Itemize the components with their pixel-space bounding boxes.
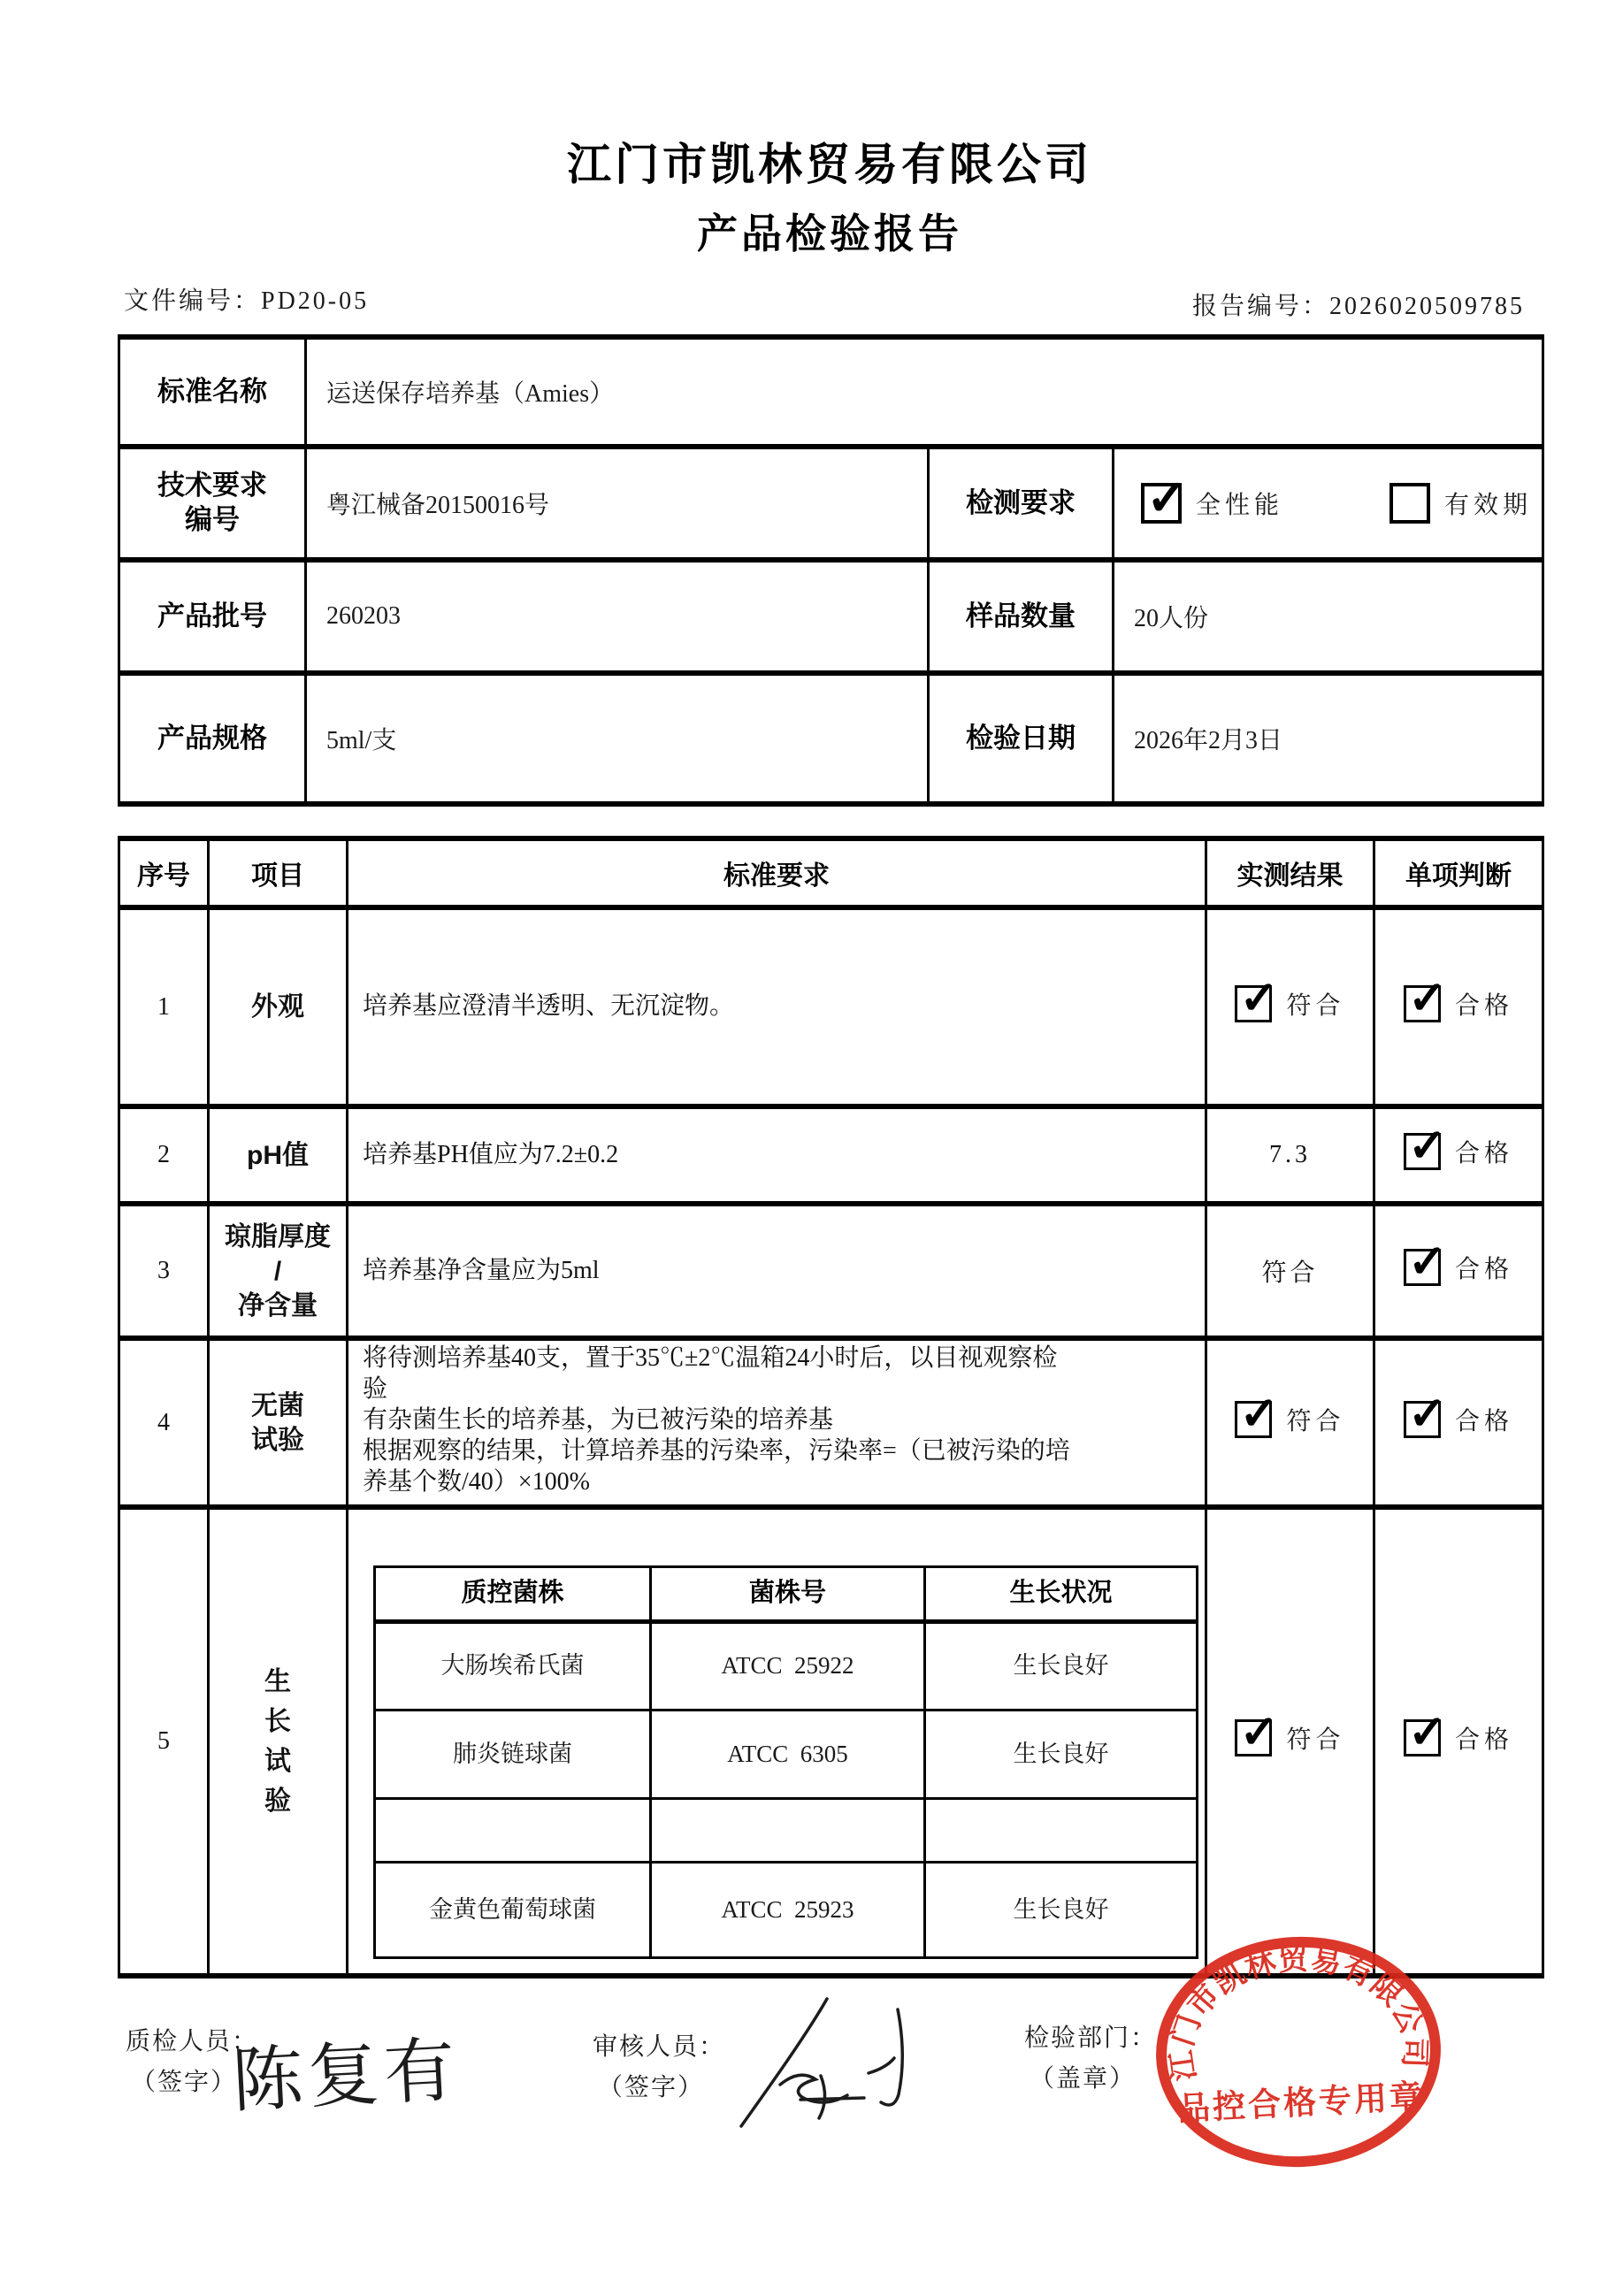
checkbox-label: 全性能 [1196, 492, 1284, 519]
tech-req-label [119, 447, 306, 560]
result-label: 符合 [1286, 1726, 1345, 1754]
item-cell [209, 1507, 348, 1976]
col-header-item: 项目 [209, 838, 348, 907]
seq-cell: 5 [119, 1507, 209, 1976]
check-icon: ✓ [1239, 972, 1282, 1024]
sample-qty-value: 20人份 [1114, 560, 1543, 673]
growth-row-saureus [375, 1863, 1198, 1958]
report-number-value: 2026020509785 [1329, 293, 1526, 320]
strain-no-cell: ATCC 6305 [651, 1711, 925, 1799]
checkbox-validity-period [1390, 483, 1532, 524]
stamp-arc-text: 江门市凯林贸易有限公司 [1164, 1941, 1432, 2083]
item-line: 试验 [251, 1425, 304, 1455]
check-icon: ✓ [1407, 972, 1451, 1024]
product-info-table [118, 334, 1544, 807]
result-label: 符合 [1286, 1407, 1345, 1435]
reviewer-label-line1: 审核人员： [593, 2033, 726, 2061]
judgment-label: 合格 [1454, 1726, 1513, 1754]
table-row [119, 560, 1543, 673]
company-stamp [1144, 1926, 1462, 2192]
item-cell [209, 1204, 348, 1338]
file-number-label: 文件编号： [124, 287, 262, 315]
item-cell [209, 1338, 348, 1507]
item-line: 琼脂厚度 [225, 1221, 331, 1251]
judgment-label: 合格 [1454, 1256, 1513, 1283]
judgment-cell [1374, 1507, 1543, 1976]
strain-no-cell: ATCC 25922 [651, 1622, 925, 1711]
seq-cell: 4 [119, 1338, 209, 1507]
batch-value: 260203 [306, 560, 929, 673]
result-cell [1206, 1338, 1374, 1507]
page-title: 产品检验报告 [697, 211, 962, 256]
item-line: 无菌 [251, 1390, 304, 1420]
growth-row-empty [375, 1799, 1198, 1863]
requirement-line: 根据观察的结果，计算培养基的污染率，污染率=（已被污染的培 [363, 1437, 1070, 1465]
qc-label-line1: 质检人员： [126, 2028, 259, 2055]
checkbox-checked [1404, 1707, 1451, 1758]
requirement-line: 养基个数/40）×100% [363, 1468, 590, 1496]
growth-status-cell [925, 1799, 1198, 1863]
test-req-options [1114, 447, 1543, 560]
check-icon: ✓ [1407, 1236, 1451, 1288]
requirement-line: 将待测培养基40支，置于35℃±2℃温箱24小时后，以目视观察检 [363, 1344, 1058, 1372]
item-line: 净含量 [238, 1290, 318, 1320]
strain-cell: 肺炎链球菌 [375, 1711, 651, 1799]
check-icon: ✓ [1407, 1121, 1451, 1172]
requirement-cell [348, 1507, 1206, 1976]
tech-req-value: 粤江械备20150016号 [306, 447, 929, 560]
batch-label: 产品批号 [119, 560, 306, 673]
checkbox-checked [1404, 972, 1451, 1024]
company-name: 江门市凯林贸易有限公司 [567, 140, 1092, 189]
col-header-strain: 质控菌株 [375, 1567, 651, 1622]
growth-row-spneumoniae [375, 1711, 1198, 1799]
requirement-cell: 培养基净含量应为5ml [348, 1204, 1206, 1338]
sample-qty-label: 样品数量 [929, 560, 1114, 673]
growth-header-row [375, 1567, 1198, 1622]
check-icon: ✓ [1407, 1707, 1451, 1758]
standard-name-label: 标准名称 [119, 337, 306, 447]
growth-status-cell: 生长良好 [925, 1622, 1198, 1711]
checkbox-checked [1235, 972, 1282, 1024]
table-row [119, 673, 1543, 804]
judgment-label: 合格 [1454, 1407, 1513, 1435]
spec-label: 产品规格 [119, 673, 306, 804]
result-row-growth [119, 1507, 1543, 1976]
requirement-cell: 培养基应澄清半透明、无沉淀物。 [348, 907, 1206, 1106]
strain-cell: 大肠埃希氏菌 [375, 1622, 651, 1711]
inspection-dept-label [1024, 2018, 1157, 2100]
table-row [119, 447, 1543, 560]
item-vertical-text: 生长试验 [264, 1667, 291, 1816]
requirement-line: 有杂菌生长的培养基，为已被污染的培养基 [363, 1406, 834, 1434]
item-cell: pH值 [209, 1106, 348, 1204]
col-header-judgment: 单项判断 [1374, 838, 1543, 907]
report-number [1192, 287, 1525, 322]
checkbox-full-performance [1141, 470, 1284, 525]
result-label: 符合 [1286, 991, 1345, 1020]
seq-cell: 1 [119, 907, 209, 1106]
dept-label-line2: （盖章） [1030, 2065, 1137, 2093]
checkbox-checked [1404, 1236, 1451, 1288]
result-cell: 符合 [1206, 1204, 1374, 1338]
stamp-bottom-text: 品控合格专用章 [1176, 2078, 1426, 2128]
strain-no-cell [651, 1799, 925, 1863]
file-number-value: PD20-05 [261, 287, 370, 315]
col-header-seq: 序号 [119, 838, 209, 907]
check-icon: ✓ [1239, 1388, 1282, 1440]
result-row-net-content [119, 1204, 1543, 1338]
report-number-label: 报告编号： [1192, 293, 1330, 320]
results-table [118, 836, 1544, 1978]
test-req-label: 检测要求 [929, 447, 1114, 560]
check-icon: ✓ [1407, 1388, 1451, 1440]
tech-req-label-line1: 技术要求 [157, 470, 267, 501]
reviewer-label-line2: （签字） [598, 2074, 705, 2102]
strain-cell: 金黄色葡萄球菌 [375, 1863, 651, 1958]
result-cell [1206, 907, 1374, 1106]
reviewer-label [593, 2027, 725, 2108]
requirement-line: 验 [363, 1375, 388, 1403]
growth-status-cell: 生长良好 [925, 1711, 1198, 1799]
judgment-label: 合格 [1454, 1140, 1513, 1167]
checkbox-checked [1141, 470, 1188, 525]
col-header-result: 实测结果 [1206, 838, 1374, 907]
growth-test-table [373, 1565, 1198, 1959]
test-date-label: 检验日期 [929, 673, 1114, 804]
result-row-sterility [119, 1338, 1543, 1507]
checkbox-checked [1235, 1388, 1282, 1440]
requirement-cell [348, 1338, 1206, 1507]
checkbox-checked [1404, 1388, 1451, 1440]
requirement-cell: 培养基PH值应为7.2±0.2 [348, 1106, 1206, 1204]
check-icon: ✓ [1239, 1707, 1282, 1758]
results-header-row [119, 838, 1543, 907]
judgment-cell [1374, 1106, 1543, 1204]
checkbox-checked [1404, 1121, 1451, 1172]
file-number [124, 281, 369, 317]
result-cell: 7.3 [1206, 1106, 1374, 1204]
test-date-value: 2026年2月3日 [1114, 673, 1543, 804]
judgment-cell [1374, 907, 1543, 1106]
result-row-ph [119, 1106, 1543, 1204]
checkbox-checked [1235, 1707, 1282, 1758]
strain-cell [375, 1799, 651, 1863]
check-icon: ✓ [1146, 470, 1188, 525]
judgment-label: 合格 [1454, 991, 1513, 1020]
col-header-growth-status: 生长状况 [925, 1567, 1198, 1622]
checkbox-label: 有效期 [1444, 492, 1533, 519]
dept-label-line1: 检验部门： [1024, 2024, 1158, 2052]
col-header-requirement: 标准要求 [348, 838, 1206, 907]
reviewer-signature-scribble [734, 1992, 946, 2133]
item-line: / [273, 1256, 282, 1286]
standard-name-value: 运送保存培养基（Amies） [306, 337, 1543, 447]
qc-signature-handwriting: 陈复有 [230, 2032, 463, 2122]
checkbox-unchecked [1390, 483, 1430, 524]
judgment-cell [1374, 1204, 1543, 1338]
growth-status-cell: 生长良好 [925, 1863, 1198, 1958]
tech-req-label-line2: 编号 [185, 504, 240, 535]
spec-value: 5ml/支 [306, 673, 929, 804]
result-row-appearance [119, 907, 1543, 1106]
seq-cell: 3 [119, 1204, 209, 1338]
seq-cell: 2 [119, 1106, 209, 1204]
growth-row-ecoli [375, 1622, 1198, 1711]
strain-no-cell: ATCC 25923 [651, 1863, 925, 1958]
qc-label-line2: （签字） [131, 2069, 238, 2097]
judgment-cell [1374, 1338, 1543, 1507]
result-cell [1206, 1507, 1374, 1976]
col-header-strain-no: 菌株号 [651, 1567, 925, 1622]
table-row [119, 337, 1543, 447]
item-cell: 外观 [209, 907, 348, 1106]
